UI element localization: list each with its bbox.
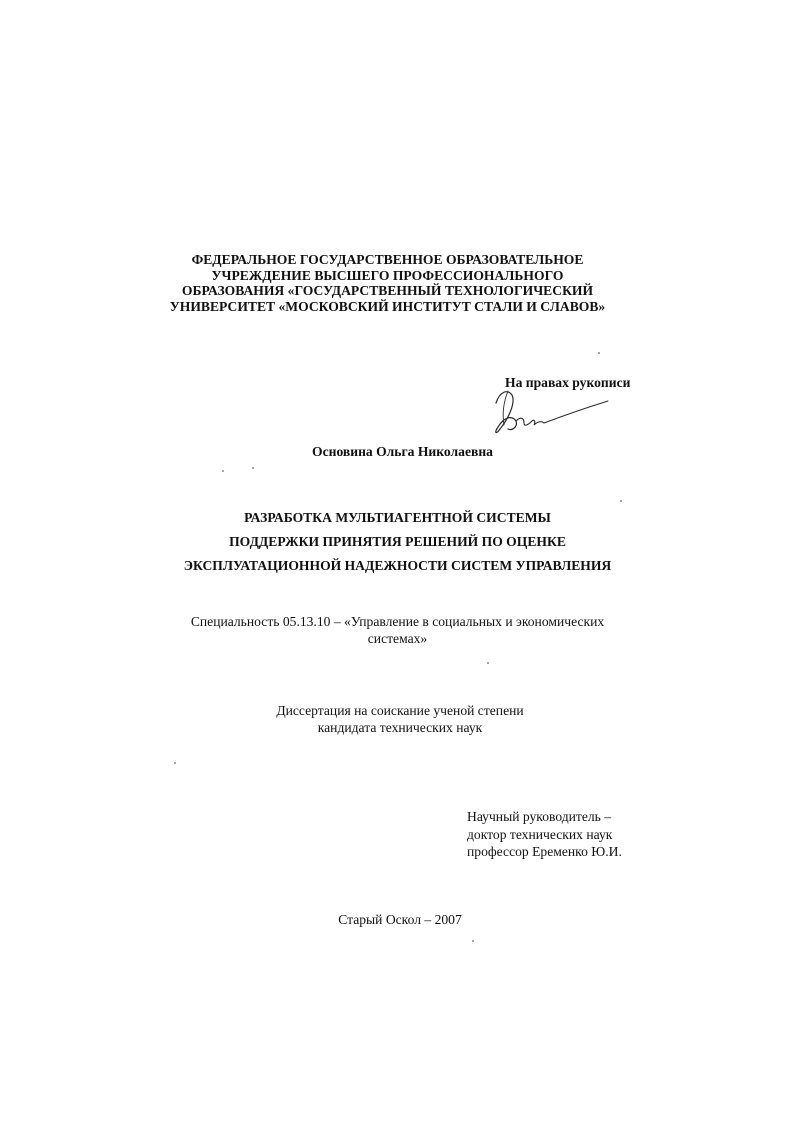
scan-speck [222,470,224,472]
specialty-text [185,613,610,647]
supervisor-line: доктор технических наук [467,826,613,842]
scan-speck [252,467,254,469]
specialty-line: Специальность 05.13.10 – «Управление в социальных и экономических [190,614,605,629]
place-and-year: Старый Оскол – 2007 [338,912,462,927]
degree-line: кандидата технических наук [317,720,483,735]
degree-line: Диссертация на соискание ученой степени [276,703,524,718]
scan-speck [598,352,600,354]
degree-text [250,702,550,736]
author-name: Основина Ольга Николаевна [312,444,493,459]
supervisor-info [467,808,622,861]
scan-speck [620,500,622,502]
organization-line: ОБРАЗОВАНИЯ «ГОСУДАРСТВЕННЫЙ ТЕХНОЛОГИЧЕСКИЙ [181,283,594,298]
scan-speck [174,762,176,764]
title-line: ПОДДЕРЖКИ ПРИНЯТИЯ РЕШЕНИЙ ПО ОЦЕНКЕ [229,534,566,549]
organization-line: УНИВЕРСИТЕТ «МОСКОВСКИЙ ИНСТИТУТ СТАЛИ И СЛАВОВ» [169,298,606,314]
scan-speck [487,662,489,664]
organization-line: ФЕДЕРАЛЬНОЕ ГОСУДАРСТВЕННОЕ ОБРАЗОВАТЕЛЬНОЕ [191,252,584,267]
scan-speck [472,940,474,942]
supervisor-line: профессор Еременко Ю.И. [467,844,622,859]
handwritten-signature [490,385,615,445]
specialty-line: системах» [367,631,428,646]
organization-line: УЧРЕЖДЕНИЕ ВЫСШЕГО ПРОФЕССИОНАЛЬНОГО [211,267,564,283]
dissertation-title [140,506,655,578]
title-line: РАЗРАБОТКА МУЛЬТИАГЕНТНОЙ СИСТЕМЫ [244,510,551,525]
title-line: ЭКСПЛУАТАЦИОННОЙ НАДЕЖНОСТИ СИСТЕМ УПРАВЛЕНИЯ [183,558,612,573]
organization-header [140,252,635,314]
supervisor-line: Научный руководитель – [467,809,612,824]
manuscript-note: На правах рукописи [505,375,631,390]
